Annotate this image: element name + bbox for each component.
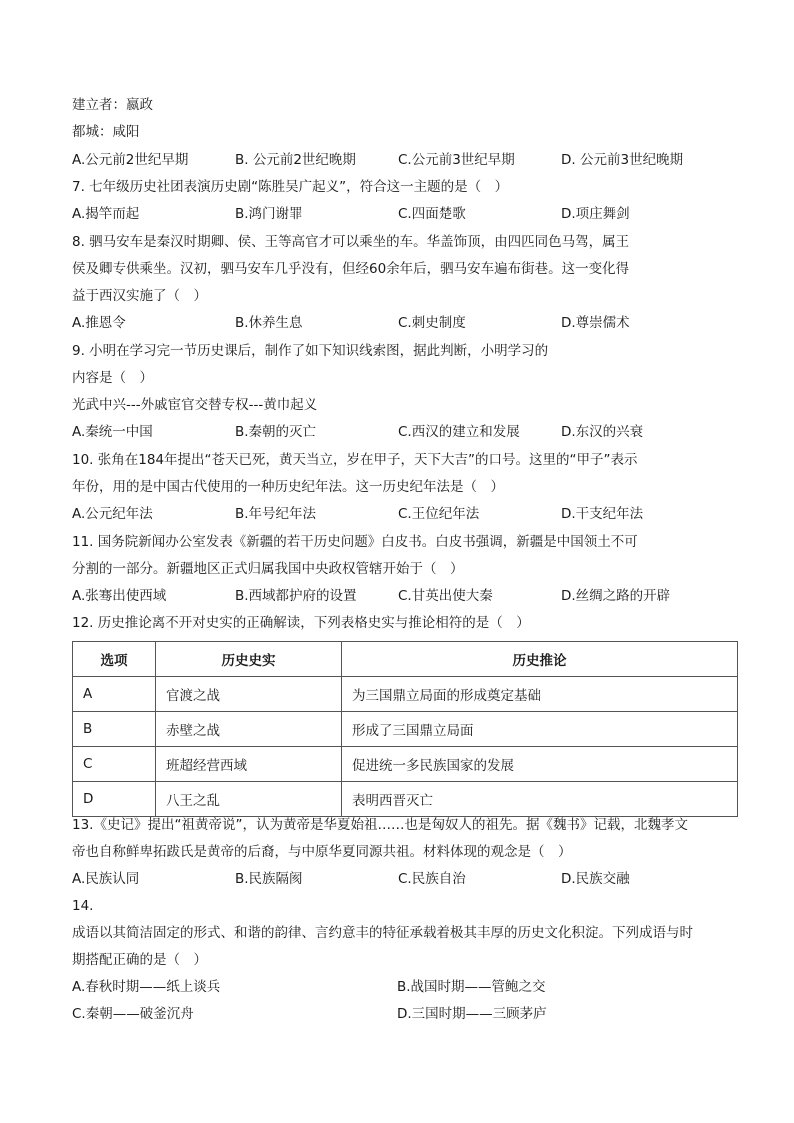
- q13-option-b: B.民族隔阂: [235, 871, 303, 887]
- q14-option-b: B.战国时期——管鲍之交: [397, 979, 546, 995]
- q6-option-c: C.公元前3世纪早期: [398, 152, 515, 168]
- table-row: [73, 747, 738, 782]
- q13-option-a: A.民族认同: [72, 871, 140, 887]
- table-cell: 官渡之战: [156, 677, 342, 712]
- history-table: [72, 641, 738, 817]
- table-cell: 促进统一多民族国家的发展: [342, 747, 738, 782]
- q11-stem-line-2: 分割的一部分。新疆地区正式归属我国中央政权管辖开始于（ ）: [72, 561, 464, 577]
- q6-option-a: A.公元前2世纪早期: [72, 152, 189, 168]
- table-header-inference: 历史推论: [342, 642, 738, 677]
- q11-option-b: B.西域都护府的设置: [235, 588, 357, 604]
- capital-line: 都城：咸阳: [72, 124, 140, 140]
- q14-option-c: C.秦朝——破釜沉舟: [72, 1006, 194, 1022]
- q7-option-b: B.鸿门谢罪: [235, 206, 303, 222]
- q8-stem-line-2: 侯及卿专供乘坐。汉初，驷马安车几乎没有，但经60余年后，驷马安车遍布街巷。这一变化得: [72, 261, 630, 277]
- q14-stem-line-2: 期搭配正确的是（ ）: [72, 952, 207, 968]
- table-cell: 表明西晋灭亡: [342, 782, 738, 817]
- q10-option-c: C.王位纪年法: [398, 506, 480, 522]
- table-row: [73, 712, 738, 747]
- table-cell: 八王之乱: [156, 782, 342, 817]
- table-cell: B: [73, 712, 156, 747]
- q8-option-d: D.尊崇儒术: [561, 315, 630, 331]
- q7-option-c: C.四面楚歌: [398, 206, 466, 222]
- q10-option-a: A.公元纪年法: [72, 506, 153, 522]
- q8-stem-line-3: 益于西汉实施了（ ）: [72, 288, 207, 304]
- q7-stem: 7. 七年级历史社团表演历史剧“陈胜吴广起义”，符合这一主题的是（ ）: [72, 179, 509, 195]
- q11-stem-line-1: 11. 国务院新闻办公室发表《新疆的若干历史问题》白皮书。白皮书强调，新疆是中国领土不可: [72, 534, 638, 550]
- q8-option-c: C.刺史制度: [398, 315, 466, 331]
- table-header-fact: 历史史实: [156, 642, 342, 677]
- q7-option-a: A.揭竿而起: [72, 206, 140, 222]
- founder-line: 建立者：嬴政: [72, 97, 153, 113]
- q9-stem-line-2: 内容是（ ）: [72, 370, 153, 386]
- q7-option-d: D.项庄舞剑: [561, 206, 630, 222]
- q12-stem: 12. 历史推论离不开对史实的正确解读，下列表格史实与推论相符的是（ ）: [72, 615, 530, 631]
- q10-option-b: B.年号纪年法: [235, 506, 317, 522]
- q14-stem-line-1: 成语以其简洁固定的形式、和谐的韵律、言约意丰的特征承载着极其丰厚的历史文化积淀。下列成语与时: [72, 925, 693, 941]
- q11-option-c: C.甘英出使大秦: [398, 588, 493, 604]
- table-cell: 班超经营西域: [156, 747, 342, 782]
- q6-option-b: B. 公元前2世纪晚期: [235, 152, 356, 168]
- table-cell: 赤壁之战: [156, 712, 342, 747]
- table-cell: D: [73, 782, 156, 817]
- table-cell: A: [73, 677, 156, 712]
- q13-option-d: D.民族交融: [561, 871, 630, 887]
- q9-clue-chain: 光武中兴---外戚宦官交替专权---黄巾起义: [72, 397, 318, 413]
- table-row: [73, 677, 738, 712]
- q9-option-d: D.东汉的兴衰: [561, 424, 644, 440]
- q10-stem-line-2: 年份，用的是中国古代使用的一种历史纪年法。这一历史纪年法是（ ）: [72, 479, 504, 495]
- q14-option-d: D.三国时期——三顾茅庐: [397, 1006, 547, 1022]
- q8-option-b: B.休养生息: [235, 315, 303, 331]
- q10-stem-line-1: 10. 张角在184年提出“苍天已死，黄天当立，岁在甲子，天下大吉”的口号。这里的“甲子”表示: [72, 452, 638, 468]
- q11-option-d: D.丝绸之路的开辟: [561, 588, 671, 604]
- table-cell: 形成了三国鼎立局面: [342, 712, 738, 747]
- q9-option-b: B.秦朝的灭亡: [235, 424, 317, 440]
- table-cell: 为三国鼎立局面的形成奠定基础: [342, 677, 738, 712]
- q9-option-c: C.西汉的建立和发展: [398, 424, 520, 440]
- q14-number: 14.: [72, 898, 94, 914]
- q6-option-d: D. 公元前3世纪晚期: [561, 152, 684, 168]
- q9-stem-line-1: 9. 小明在学习完一节历史课后，制作了如下知识线索图，据此判断，小明学习的: [72, 343, 549, 359]
- table-cell: C: [73, 747, 156, 782]
- q11-option-a: A.张骞出使西域: [72, 588, 167, 604]
- q14-option-a: A.春秋时期——纸上谈兵: [72, 979, 221, 995]
- table-header-row: [73, 642, 738, 677]
- table-row: [73, 782, 738, 817]
- q10-option-d: D.干支纪年法: [561, 506, 644, 522]
- q9-option-a: A.秦统一中国: [72, 424, 153, 440]
- q8-option-a: A.推恩令: [72, 315, 126, 331]
- q13-stem-line-1: 13.《史记》提出“祖黄帝说”，认为黄帝是华夏始祖……也是匈奴人的祖先。据《魏书》记载，北魏孝文: [72, 817, 688, 833]
- q13-stem-line-2: 帝也自称鲜卑拓跋氏是黄帝的后裔，与中原华夏同源共祖。材料体现的观念是（ ）: [72, 844, 572, 860]
- q13-option-c: C.民族自治: [398, 871, 466, 887]
- table-header-option: 选项: [73, 642, 156, 677]
- q8-stem-line-1: 8. 驷马安车是秦汉时期卿、侯、王等高官才可以乘坐的车。华盖饰顶，由四匹同色马驾，属王: [72, 234, 630, 250]
